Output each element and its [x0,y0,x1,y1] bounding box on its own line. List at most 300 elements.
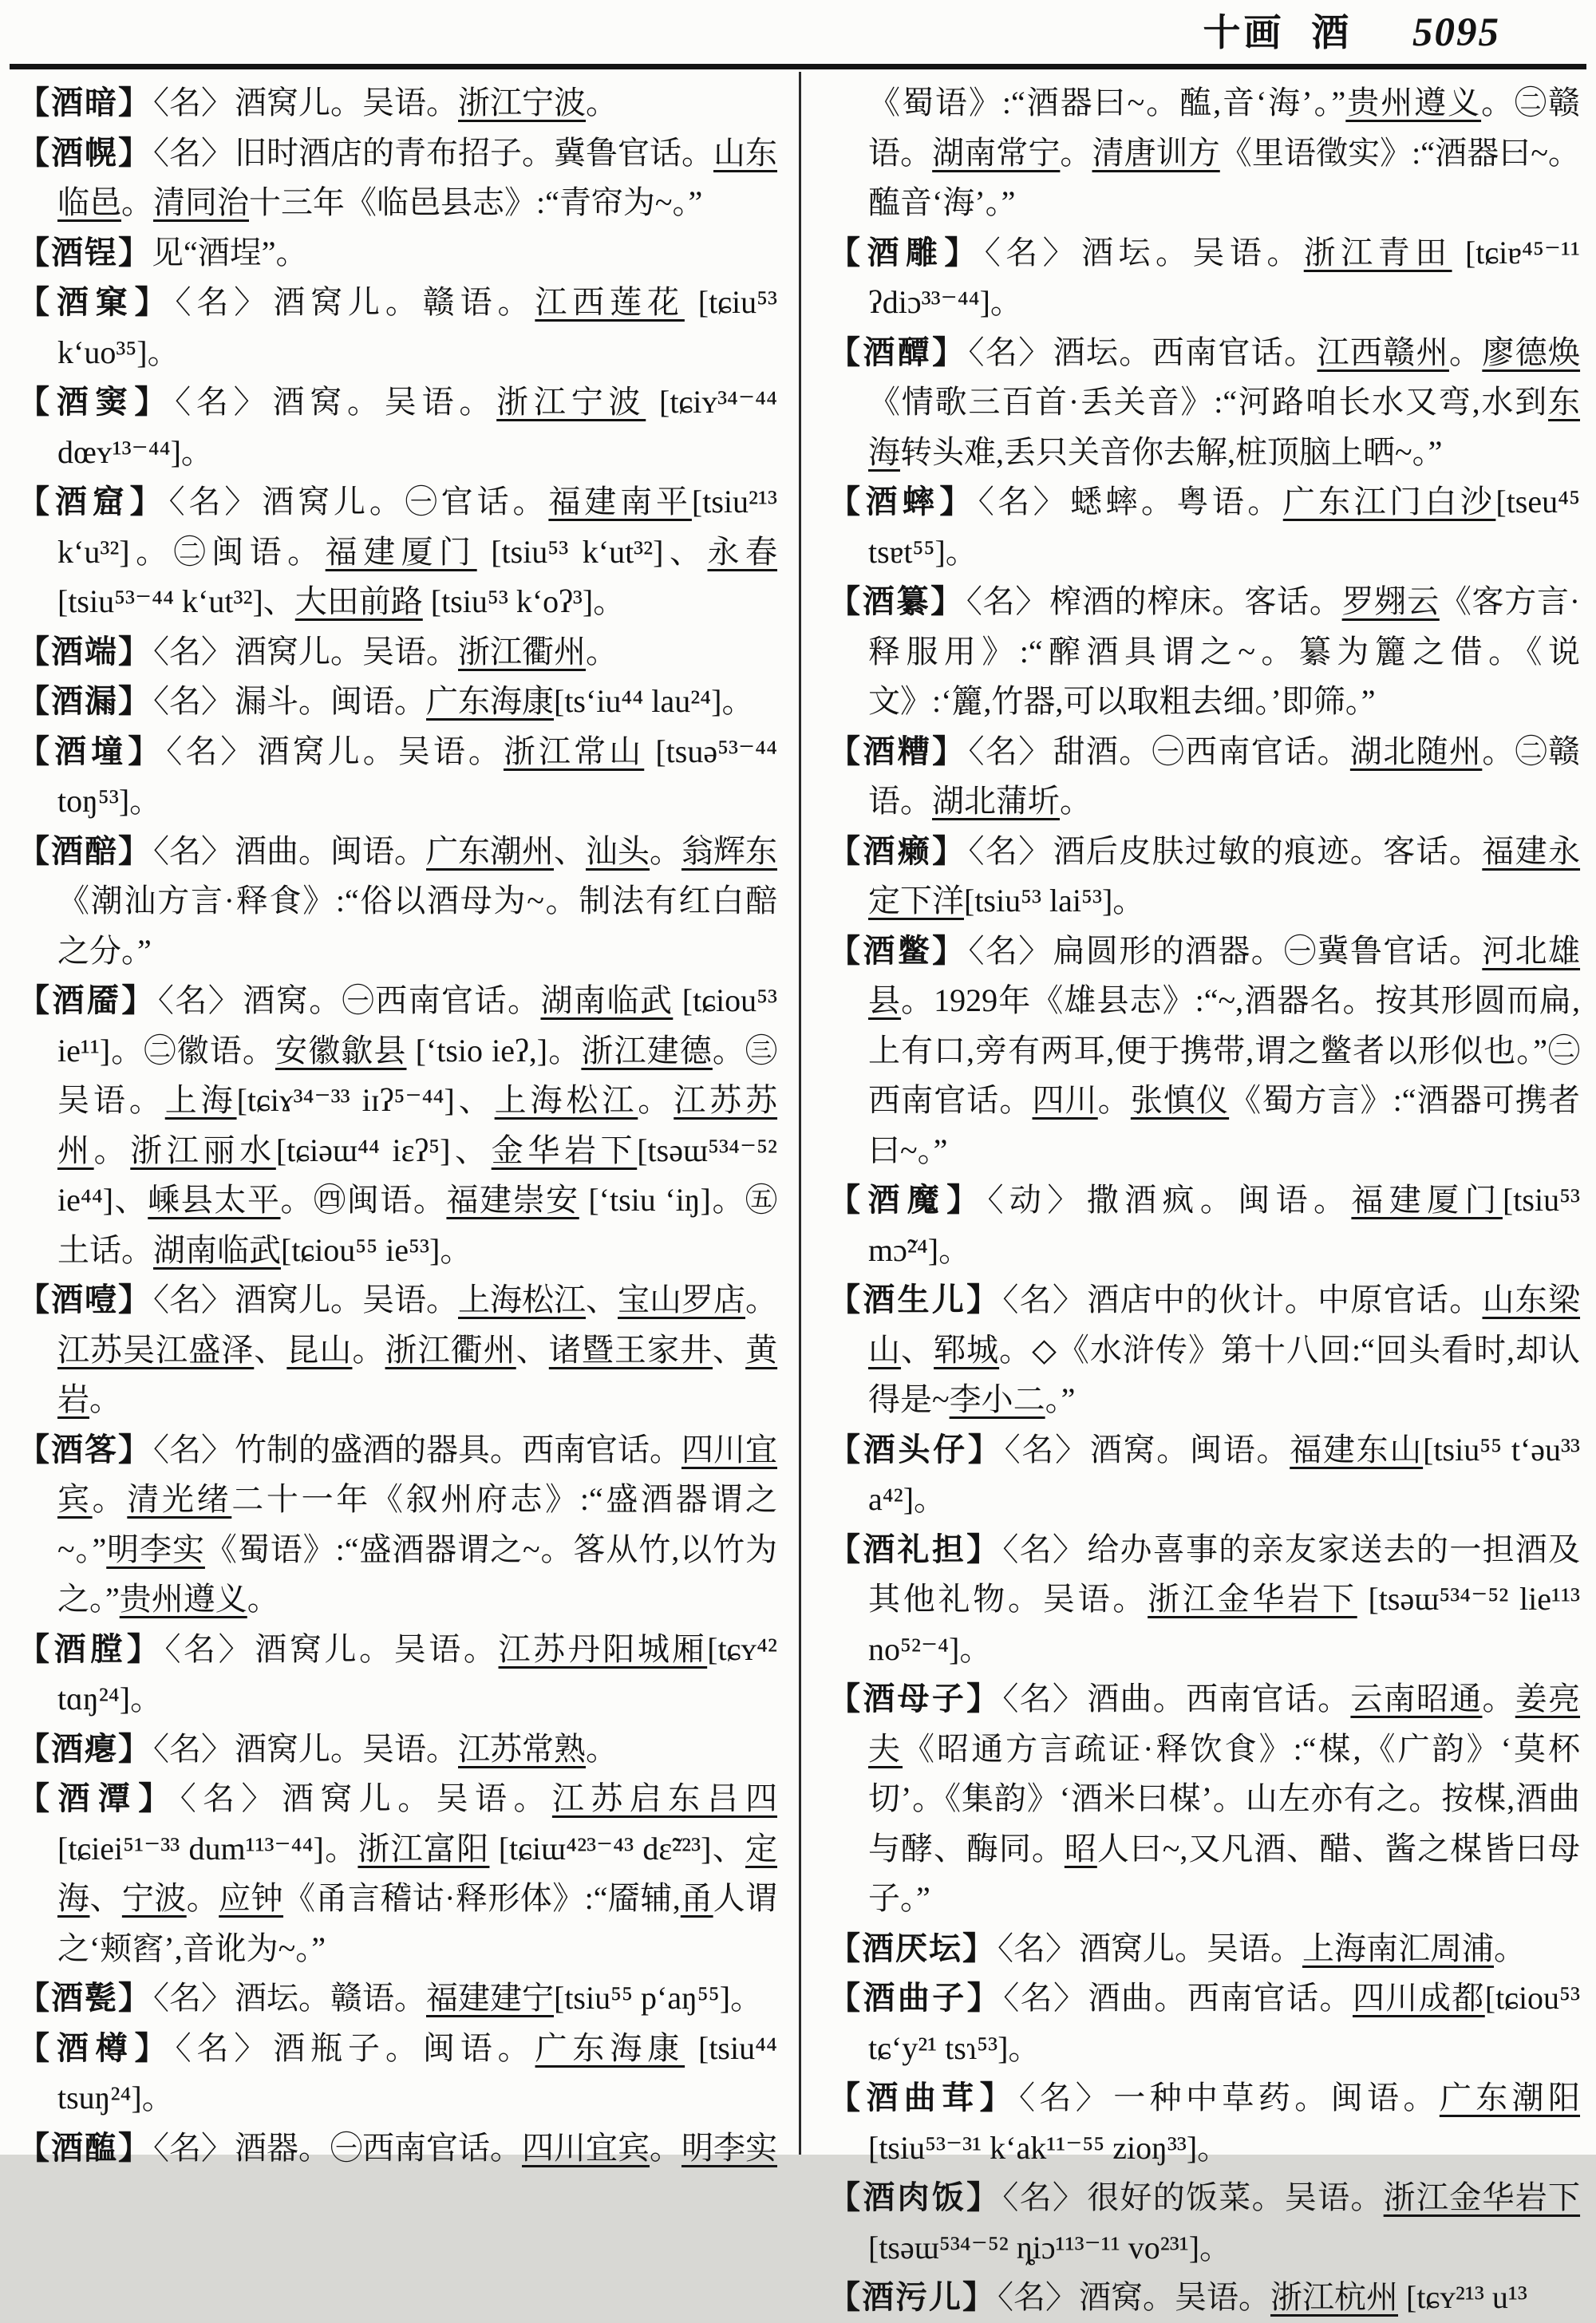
entry-body [1079,1930,1526,1966]
dictionary-entry [18,677,777,727]
part-of-speech-label: 〈名〉 [984,234,1080,271]
dictionary-entry [18,827,777,977]
proper-noun-underline: 上海松江 [458,1282,586,1318]
proper-noun-underline: 明李实 [106,1531,205,1567]
body-text: 《里语徵实》:“酒器曰~。醢音‘海’。” [868,134,1581,220]
proper-noun-underline: 上海南汇周浦 [1302,1930,1494,1966]
body-text: 蟋蟀。粤语。 [1070,484,1283,520]
body-text: 酒窝儿。吴语。 [257,733,504,769]
body-text: 、 [254,1331,287,1368]
part-of-speech-label: 〈名〉 [153,683,233,719]
proper-noun-underline: 福建崇安 [446,1182,579,1218]
proper-noun-underline: 郓城 [934,1331,1000,1368]
dictionary-entry [18,377,777,477]
proper-noun-underline: 福建厦门 [1351,1182,1503,1218]
column-divider [799,72,801,2155]
header-character: 酒 [1311,13,1353,54]
body-text: 。 [745,1282,777,1318]
body-text: 人曰~,又凡酒、醋、酱之楳皆曰母子。” [868,1830,1581,1916]
entry-headword: 【酒醰】 [828,334,967,370]
proper-noun-underline: 广东潮阳 [1439,2080,1581,2116]
body-text: 。 [121,184,153,220]
body-text: 。◇《水浒传》第十八回:“回头看时,却认得是~ [868,1331,1581,1417]
proper-noun-underline: 上海松江 [494,1082,638,1118]
part-of-speech-label: 〈名〉 [153,1282,233,1318]
body-text: 。 [1494,1930,1526,1966]
body-text: [ts‘iu⁴⁴ lau²⁴]。 [554,683,754,719]
body-text: 给办喜事的亲友家送去的一担酒及其他礼物。吴语。 [868,1531,1581,1617]
entry-headword: 【酒醅】 [18,832,152,869]
part-of-speech-label: 〈名〉 [1002,2179,1086,2215]
proper-noun-underline: 浙江衢州 [385,1331,516,1368]
part-of-speech-label: 〈名〉 [180,1780,280,1816]
body-text: 酒坛。西南官话。 [1053,334,1317,370]
entry-body [235,85,618,120]
entry-headword: 【酒潭】 [18,1780,179,1816]
dictionary-entry [18,1973,777,2024]
body-text: 。 [1097,1082,1131,1118]
body-text: 、 [901,1331,934,1368]
proper-noun-underline: 四川 [1032,1082,1098,1118]
body-text: 。㊃闽语。 [280,1182,447,1218]
proper-noun-underline: 江苏启东吕四 [551,1780,778,1816]
entry-headword: 【酒膛】 [18,1630,164,1667]
proper-noun-underline: 河北雄县 [868,932,1581,1018]
body-text: 。㊁赣语。 [868,733,1581,819]
part-of-speech-label: 〈名〉 [998,2279,1077,2315]
entry-body [152,235,308,271]
proper-noun-underline: 江西赣州 [1317,334,1449,370]
entry-headword: 【酒醢】 [18,2129,152,2166]
body-text: [tɕiou⁵⁵ ie⁵³]。 [281,1231,472,1268]
body-text: 酒窝。㊀西南官话。 [243,982,541,1018]
entry-headword: 【酒肉饭】 [828,2179,1001,2215]
proper-noun-underline: 广东江门白沙 [1282,484,1496,520]
proper-noun-underline: 浙江丽水 [130,1132,276,1168]
body-text: [tsiu²¹³ k‘u³²]。㊁闽语。 [57,484,778,570]
part-of-speech-label: 〈名〉 [153,633,233,670]
proper-noun-underline: 山东梁山 [868,1282,1581,1368]
header-stroke-section: 十画 [1203,13,1285,54]
body-text: [tsiu⁵³⁻³¹ k‘ak¹¹⁻⁵⁵ zioŋ³³]。 [868,2129,1230,2166]
body-text: 。 [352,1331,385,1368]
part-of-speech-label: 〈名〉 [1002,1681,1086,1717]
proper-noun-underline: 湖南常宁 [932,134,1061,171]
part-of-speech-label: 〈名〉 [168,484,261,520]
proper-noun-underline: 大田前路 [294,583,423,619]
entry-headword: 【酒幌】 [18,134,152,171]
body-text: [tɕiəɯ⁴⁴ iɛʔ⁵]、 [275,1132,492,1168]
proper-noun-underline: 广东潮州 [426,832,554,869]
part-of-speech-label: 〈名〉 [966,583,1049,619]
body-text: [tsiu⁵³⁻⁴⁴ k‘ut³²]、 [57,583,295,619]
proper-noun-underline: 东海 [868,384,1580,470]
dictionary-entry [18,278,777,377]
proper-noun-underline: 诸暨王家井 [548,1331,713,1368]
body-text: [tsiu⁵³ lai⁵³]。 [964,883,1145,919]
proper-noun-underline: 黄岩 [57,1331,778,1417]
body-text: 、 [89,1880,122,1916]
entry-headword: 【酒窦】 [18,384,174,420]
dictionary-entry [828,2173,1580,2273]
entry-headword: 【酒漏】 [18,683,152,719]
body-text: [tsiu⁵⁵ t‘əu³³ a⁴²]。 [868,1431,1581,1517]
body-text: 《蜀方言》:“酒器可携者曰~。” [868,1082,1581,1168]
body-text: 《潮汕方言·释食》:“俗以酒母为~。制法有红白醅之分。” [57,883,777,969]
column-left [18,78,778,2166]
body-text: 酒窝儿。吴语。 [235,85,458,120]
proper-noun-underline: 明李实 [681,2129,777,2166]
body-text: 竹制的盛酒的器具。西南官话。 [235,1431,681,1468]
part-of-speech-label: 〈名〉 [1004,1431,1088,1468]
dictionary-entry-continuation [828,78,1580,228]
entry-headword: 【酒礼担】 [828,1531,1001,1567]
body-text: 酒坛。赣语。 [235,1980,426,2016]
body-text: 。 [247,1581,279,1617]
part-of-speech-label: 〈名〉 [978,484,1069,520]
body-text: [tɕʏ⁴² tɑŋ²⁴]。 [57,1630,778,1717]
dictionary-entry [828,1425,1580,1525]
proper-noun-underline: 应钟 [219,1880,284,1916]
body-text: 酒窝儿。吴语。 [255,1630,499,1667]
proper-noun-underline: 四川宜宾 [57,1431,777,1517]
proper-noun-underline: 浙江建德 [581,1032,713,1069]
body-text: 榨酒的榨床。客话。 [1049,583,1342,619]
part-of-speech-label: 〈名〉 [175,384,271,420]
part-of-speech-label: 〈名〉 [164,1630,254,1667]
proper-noun-underline: 昆山 [286,1331,353,1368]
dictionary-entry [18,1625,777,1724]
body-text: [tɕiɤ³⁴⁻³³ iɪʔ⁵⁻⁴⁴]、 [236,1082,495,1118]
dictionary-entry [828,1973,1580,2073]
dictionary-entry [18,1275,777,1425]
body-text: [tsiu⁵³ mɔ̃²⁴]。 [868,1182,1581,1268]
proper-noun-underline: 贵州遵义 [119,1581,247,1617]
part-of-speech-label: 〈名〉 [157,982,242,1018]
part-of-speech-label: 〈名〉 [1019,2080,1112,2116]
body-text: [tɕiʏ³⁴⁻⁴⁴ dœʏ¹³⁻⁴⁴]。 [57,384,778,470]
proper-noun-underline: 四川宜宾 [522,2129,650,2166]
part-of-speech-label: 〈名〉 [153,2129,233,2166]
proper-noun-underline: 浙江衢州 [458,633,586,670]
body-text: 。 [1482,1681,1515,1717]
proper-noun-underline: 浙江富阳 [358,1830,490,1867]
body-text: 酒瓶子。闽语。 [273,2029,535,2066]
body-text: 酒器。㊀西南官话。 [235,2129,522,2166]
entry-headword: 【酒污儿】 [828,2279,996,2315]
proper-noun-underline: 罗翙云 [1341,583,1440,619]
body-text: 扁圆形的酒器。㊀冀鲁官话。 [1053,932,1483,969]
proper-noun-underline: 福建建宁 [426,1980,554,2016]
entry-body [868,85,1580,220]
proper-noun-underline: 江苏丹阳城厢 [498,1630,708,1667]
body-text: 酒窝。吴语。 [1079,2279,1270,2315]
dictionary-entry [828,1525,1580,1675]
entry-headword: 【酒曲子】 [828,1980,1002,2016]
entry-headword: 【酒头仔】 [828,1431,1003,1468]
entry-headword: 【酒厌坛】 [828,1930,996,1966]
dictionary-entry [18,228,777,279]
body-text: 。 [186,1880,219,1916]
entry-headword: 【酒糟】 [828,733,967,769]
body-text: 酒窝儿。赣语。 [273,284,535,320]
body-text: [tɕiɯ⁴²³⁻⁴³ dɛ̃²²³]、 [489,1830,745,1867]
entry-headword: 【酒窟】 [18,484,168,520]
part-of-speech-label: 〈名〉 [153,85,233,120]
part-of-speech-label: 〈名〉 [998,1930,1077,1966]
body-text: [tɕiou⁵³ ie¹¹]。㊁徽语。 [57,982,778,1069]
body-text: 酒曲。西南官话。 [1087,1681,1351,1717]
proper-noun-underline: 宝山罗店 [618,1282,745,1318]
body-text: 。 [650,2129,681,2166]
body-text: [tsəɯ⁵³⁴⁻⁵² ȵiɔ¹¹³⁻¹¹ vo²³¹]。 [868,2229,1232,2266]
proper-noun-underline: 定海 [57,1830,777,1916]
proper-noun-underline: 贵州遵义 [1345,85,1482,120]
body-text: [‘tsiu ‘iŋ]。㊄土话。 [57,1182,778,1268]
entry-headword: 【酒噎】 [18,1282,152,1318]
page-number: 5095 [1412,10,1500,55]
body-text: 漏斗。闽语。 [235,683,426,719]
body-text: 。㊂吴语。 [57,1032,778,1118]
dictionary-entry [18,78,777,128]
proper-noun-underline: 清唐训方 [1092,134,1220,171]
proper-noun-underline: 张慎仪 [1130,1082,1230,1118]
entry-body [235,2130,777,2166]
body-text: 酒店中的伙计。中原官话。 [1087,1282,1483,1318]
dictionary-entry [18,1774,777,1973]
body-text: 、 [713,1331,746,1368]
body-text: [tsiu⁵³ k‘ut³²]、 [476,533,708,570]
dictionary-entry [828,1175,1580,1275]
proper-noun-underline: 云南昭通 [1350,1681,1483,1717]
body-text: 酒曲。闽语。 [235,832,426,869]
entry-body [57,982,777,1268]
dictionary-entry [828,328,1580,478]
part-of-speech-label: 〈名〉 [968,832,1052,869]
header-rule [10,64,1586,69]
entry-body [235,683,753,719]
part-of-speech-label: 〈名〉 [1002,1282,1086,1318]
body-text: [tɕiei⁵¹⁻³³ dum¹¹³⁻⁴⁴]。 [57,1830,358,1867]
dictionary-entry [828,926,1580,1176]
proper-noun-underline: 永春 [707,533,778,570]
dictionary-entry [18,1425,777,1625]
entry-headword: 【酒暗】 [18,85,152,120]
part-of-speech-label: 〈名〉 [166,733,256,769]
dictionary-entry [828,827,1580,926]
body-text: 。 [92,1481,128,1517]
proper-noun-underline: 姜亮夫 [868,1681,1581,1767]
body-text: [tsiu⁵⁵ p‘aŋ⁵⁵]。 [554,1980,763,2016]
entry-body [1079,2279,1527,2315]
proper-noun-underline: 上海 [164,1082,237,1118]
body-text: 酒窝儿。㊀官话。 [262,484,549,520]
proper-noun-underline: 江苏常熟 [458,1730,586,1767]
proper-noun-underline: 浙江宁波 [496,384,646,420]
part-of-speech-label: 〈名〉 [153,134,233,171]
body-text: [tsəɯ⁵³⁴⁻⁵² lie¹¹³ no⁵²⁻⁴]。 [868,1581,1581,1667]
part-of-speech-label: 〈名〉 [175,2029,272,2066]
body-text: 。 [638,1082,674,1118]
dictionary-entry [828,477,1580,577]
part-of-speech-label: 〈名〉 [1003,1980,1087,2016]
dictionary-entry [18,627,777,678]
dictionary-entry [828,2273,1580,2323]
proper-noun-underline: 廖德焕 [1482,334,1581,370]
body-text: [tsəɯ⁵³⁴⁻⁵² ie⁴⁴]、 [57,1132,778,1218]
body-text: 。 [1060,783,1092,819]
body-text: [‘tsio ieʔ,]。 [406,1032,582,1069]
body-text: 。 [586,633,618,670]
proper-noun-underline: 汕头 [586,832,650,869]
dictionary-entry [18,2024,777,2123]
body-text: [tsiu⁵³ k‘oʔ³]。 [422,583,626,619]
proper-noun-underline: 清光绪 [127,1481,232,1517]
body-text: 酒窝儿。吴语。 [281,1780,552,1816]
proper-noun-underline: 四川成都 [1353,1980,1485,2016]
body-text: [tɕiɐ⁴⁵⁻¹¹ ʔdiɔ³³⁻⁴⁴]。 [868,234,1581,320]
proper-noun-underline: 浙江宁波 [458,85,586,120]
body-text: 《蜀语》:“盛酒器谓之~。笿从竹,以竹为之。” [57,1531,777,1617]
entry-headword: 【酒生儿】 [828,1282,1001,1318]
body-text: 《昭通方言疏证·释饮食》:“楳,《广韵》‘莫杯切’。《集韵》‘酒米曰楳’。山左亦有之。按楳,酒曲与酵、酶同。 [868,1730,1581,1867]
proper-noun-underline: 福建南平 [548,484,692,520]
entry-headword: 【酒靥】 [18,982,156,1018]
proper-noun-underline: 江苏吴江盛泽 [57,1331,255,1368]
entry-headword: 【酒墥】 [18,733,165,769]
entry-headword: 【酒母子】 [828,1681,1001,1717]
entry-headword: 【酒纂】 [828,583,965,619]
dictionary-entry [828,228,1580,328]
dictionary-entry [828,727,1580,827]
proper-noun-underline: 湖北随州 [1349,733,1483,769]
part-of-speech-label: 〈动〉 [987,1182,1085,1218]
entry-headword: 【酒甏】 [18,1980,152,2016]
proper-noun-underline: 广东海康 [426,683,554,719]
body-text: 甜酒。㊀西南官话。 [1053,733,1350,769]
dictionary-entry [18,976,777,1275]
entry-headword: 【酒端】 [18,633,152,670]
body-text: 很好的饭菜。吴语。 [1087,2179,1384,2215]
body-text: 转头难,丢只关音你去解,桩顶脑上晒~。” [900,433,1443,470]
body-text: 一种中草药。闽语。 [1113,2080,1440,2116]
column-right [828,78,1581,2315]
body-text: [tɕiu⁵³ k‘uo³⁵]。 [57,284,778,370]
body-text: 。 [650,832,681,869]
body-text: 酒后皮肤过敏的痕迹。客话。 [1053,832,1483,869]
proper-noun-underline: 清同治 [153,184,249,220]
body-text: 二十一年《叙州府志》:“盛酒器谓之~。” [57,1481,777,1567]
entry-headword: 【酒曲茸】 [828,2080,1017,2116]
proper-noun-underline: 翁辉东 [681,832,777,869]
body-text: 酒窝儿。吴语。 [235,1282,458,1318]
body-text: [tɕʏ²¹³ u¹³ [1398,2279,1527,2315]
body-text: 《甬言稽诂·释形体》:“靥辅, [283,1880,681,1916]
proper-noun-underline: 湖南临武 [153,1231,281,1268]
part-of-speech-label: 〈名〉 [968,334,1052,370]
body-text: 。 [89,1381,121,1417]
body-text: 、 [554,832,586,869]
dictionary-entry [18,477,777,627]
body-text: 《蜀语》:“酒器曰~。醢,音‘海’。” [868,85,1346,120]
proper-noun-underline: 福建厦门 [325,533,477,570]
body-text: [tɕiou⁵³ tɕ‘y²¹ tsɿ⁵³]。 [868,1980,1580,2066]
dictionary-entry [828,2073,1580,2173]
dictionary-entry [828,1674,1580,1924]
entry-headword: 【酒笿】 [18,1431,152,1468]
part-of-speech-label: 〈名〉 [153,1431,233,1468]
body-text: 《情歌三百首·丢关音》:“河路咱长水又弯,水到 [868,384,1548,420]
body-text: 撒酒疯。闽语。 [1086,1182,1352,1218]
proper-noun-underline: 湖南临武 [540,982,674,1018]
proper-noun-underline: 浙江金华岩下 [1148,1581,1357,1617]
entry-body [235,1731,618,1767]
proper-noun-underline: 甬 [680,1880,713,1916]
proper-noun-underline: 昭 [1064,1830,1097,1867]
entry-headword: 【酒蟀】 [828,484,977,520]
proper-noun-underline: 李小二 [949,1381,1045,1417]
dictionary-entry [18,727,777,827]
entry-headword: 【酒魔】 [828,1182,986,1218]
entry-headword: 【酒雕】 [828,234,983,271]
entry-headword: 【酒癞】 [828,832,967,869]
proper-noun-underline: 嵊县太平 [148,1182,281,1218]
dictionary-entry [828,1924,1580,1974]
proper-noun-underline: 宁波 [121,1880,187,1916]
body-text: 旧时酒店的青布招子。冀鲁官话。 [235,134,713,171]
dictionary-entry [828,577,1580,727]
part-of-speech-label: 〈名〉 [153,832,233,869]
entry-headword: 【酒瘪】 [18,1730,152,1767]
body-text: 人谓之‘颊窞’,音讹为~。” [57,1880,778,1966]
proper-noun-underline: 福建永定下洋 [868,832,1581,919]
proper-noun-underline: 山东临邑 [57,134,777,220]
entry-body [235,1980,762,2016]
proper-noun-underline: 江苏苏州 [57,1082,778,1168]
body-text: 。 [1448,334,1483,370]
proper-noun-underline: 福建东山 [1290,1431,1424,1468]
part-of-speech-label: 〈名〉 [968,932,1052,969]
body-text: [tseu⁴⁵ tsɐt⁵⁵]。 [868,484,1581,570]
dictionary-entry [18,2123,777,2174]
entry-body [235,634,618,670]
body-text: 酒坛。吴语。 [1081,234,1304,271]
body-text: [tsiu⁴⁴ tsuŋ²⁴]。 [57,2029,778,2116]
dictionary-entry [18,1724,777,1775]
proper-noun-underline: 浙江金华岩下 [1383,2179,1581,2215]
part-of-speech-label: 〈名〉 [968,733,1052,769]
body-text: 、 [586,1282,618,1318]
body-text: 。 [586,85,618,120]
part-of-speech-label: 〈名〉 [153,1980,233,2016]
body-text: 见“酒埕”。 [152,234,308,271]
body-text: 酒窝。闽语。 [1089,1431,1290,1468]
body-text: 。 [93,1132,131,1168]
proper-noun-underline: 湖北蒲圻 [932,783,1060,819]
proper-noun-underline: 浙江青田 [1303,234,1452,271]
part-of-speech-label: 〈名〉 [153,1730,233,1767]
proper-noun-underline: 广东海康 [535,2029,685,2066]
entry-headword: 【酒窠】 [18,284,174,320]
part-of-speech-label: 〈名〉 [175,284,272,320]
body-text: 。” [1045,1381,1076,1417]
proper-noun-underline: 浙江常山 [503,733,645,769]
body-text: 酒窝儿。吴语。 [235,633,458,670]
dictionary-entry [18,128,777,228]
dictionary-entry [828,1275,1580,1425]
proper-noun-underline: 安徽歙县 [275,1032,407,1069]
entry-headword: 【酒鳖】 [828,932,967,969]
